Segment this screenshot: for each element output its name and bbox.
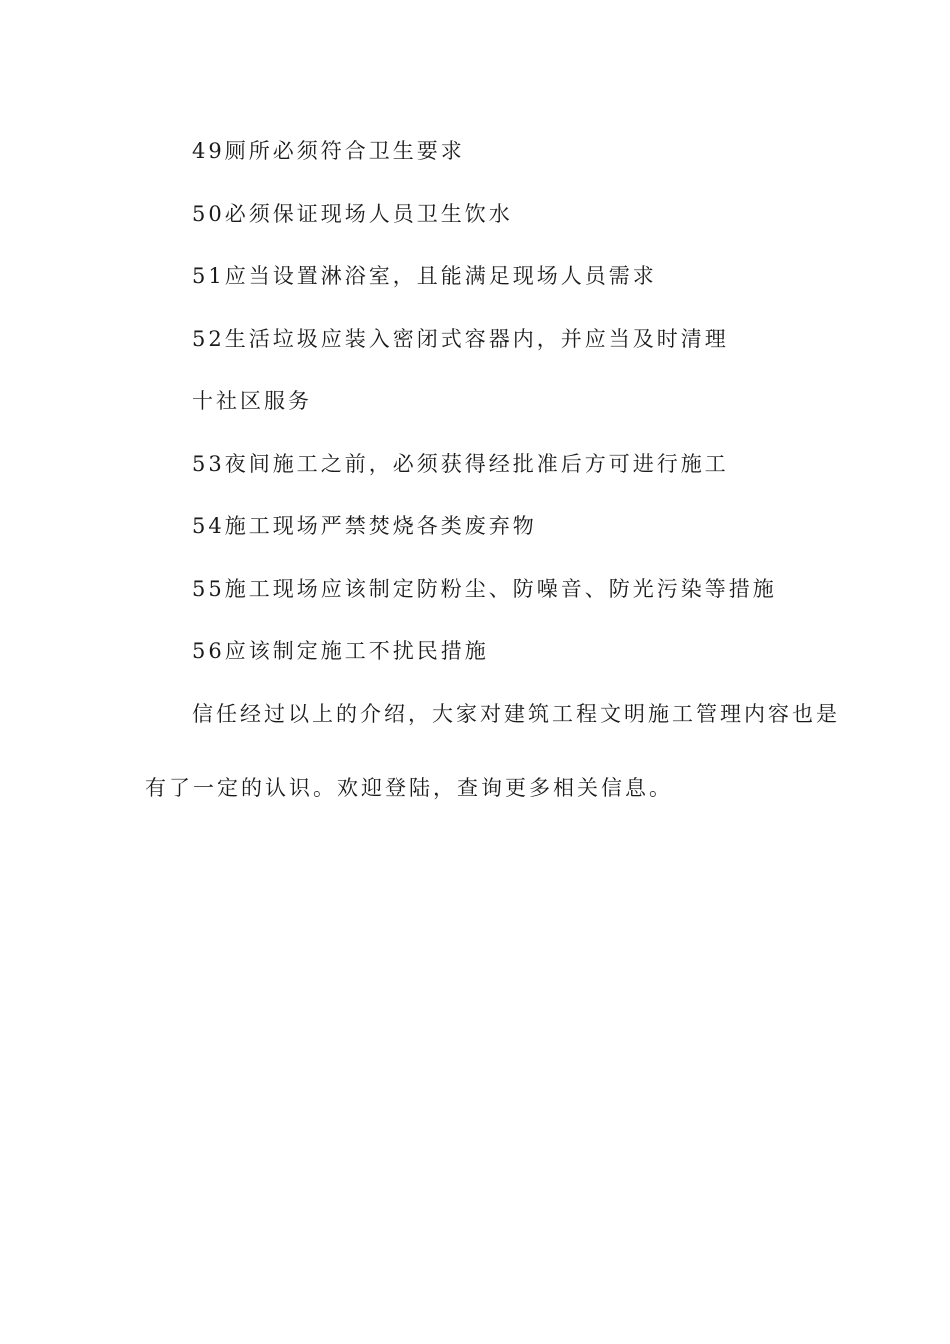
section-heading-community: 十社区服务	[192, 389, 312, 413]
item-49-toilet-hygiene: 49厕所必须符合卫生要求	[192, 139, 465, 163]
item-52-garbage-disposal: 52生活垃圾应装入密闭式容器内，并应当及时清理	[192, 327, 729, 351]
closing-paragraph-line-2: 有了一定的认识。欢迎登陆，查询更多相关信息。	[145, 776, 673, 800]
item-54-no-burning: 54施工现场严禁焚烧各类废弃物	[192, 514, 537, 538]
item-56-no-disturbance: 56应该制定施工不扰民措施	[192, 639, 489, 663]
item-50-drinking-water: 50必须保证现场人员卫生饮水	[192, 202, 513, 226]
item-53-night-construction: 53夜间施工之前，必须获得经批准后方可进行施工	[192, 452, 729, 476]
item-51-shower-room: 51应当设置淋浴室，且能满足现场人员需求	[192, 264, 657, 288]
item-55-pollution-measures: 55施工现场应该制定防粉尘、防噪音、防光污染等措施	[192, 577, 777, 601]
closing-paragraph-line-1: 信任经过以上的介绍，大家对建筑工程文明施工管理内容也是	[192, 702, 840, 726]
